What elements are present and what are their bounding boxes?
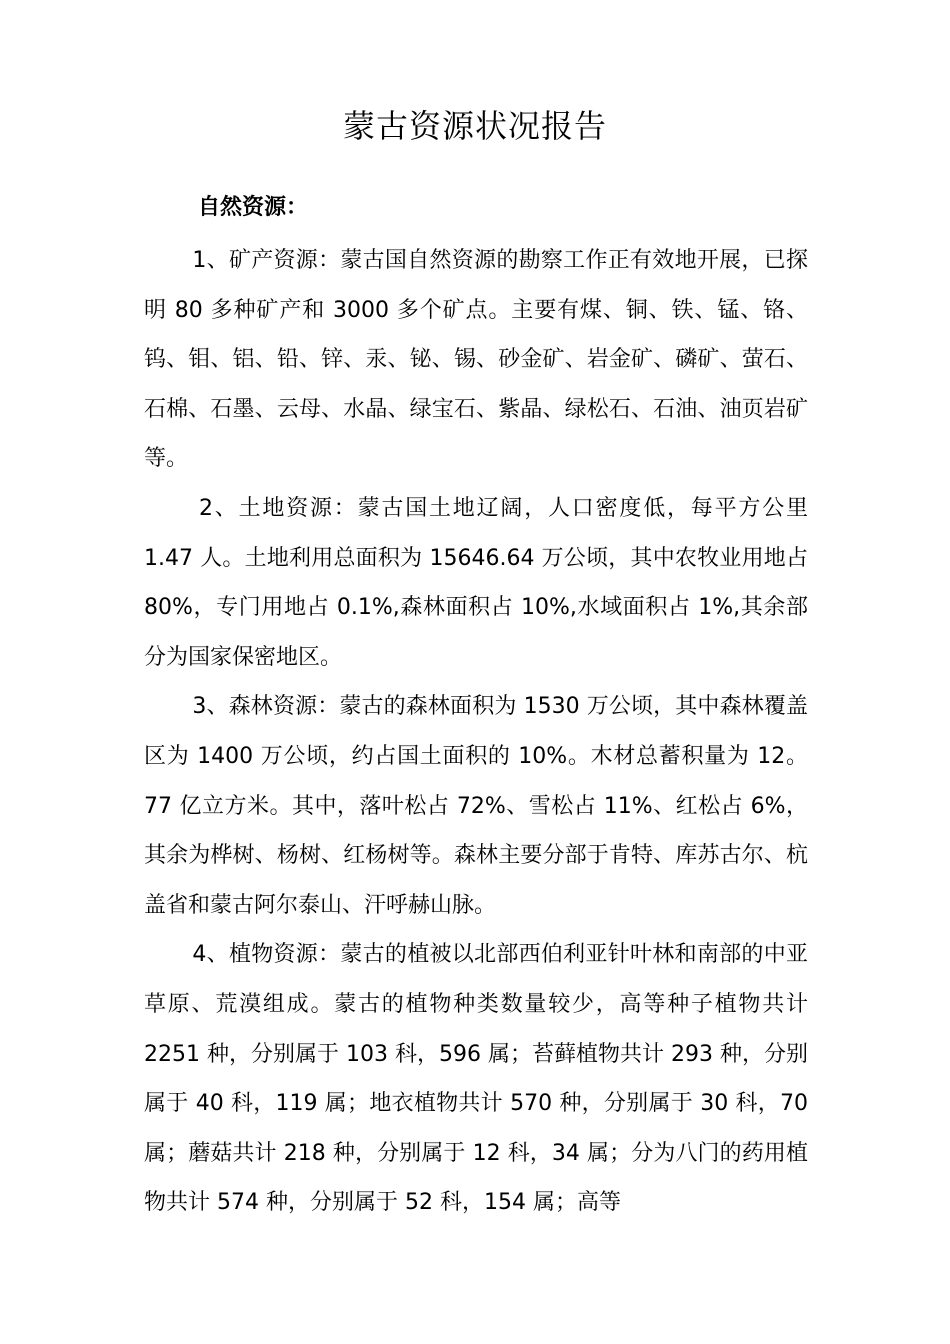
paragraph-mineral-resources: 1、矿产资源：蒙古国自然资源的勘察工作正有效地开展，已探明 80 多种矿产和 3000 多个矿点。主要有煤、铜、铁、锰、铬、钨、钼、铝、铅、锌、汞、铋、锡、砂金矿、岩金矿、磷矿、萤石、石棉、石墨、云母、水晶、绿宝石、紫晶、绿松石、石油、油页岩矿等。 (144, 248, 808, 472)
paragraph-forest-resources: 3、森林资源：蒙古的森林面积为 1530 万公顷，其中森林覆盖区为 1400 万公顷，约占国土面积的 10%。木材总蓄积量为 12。77 亿立方米。其中，落叶松占 72%、雪松占 11%、红松占 6%，其余为桦树、杨树、红杨树等。森林主要分部于肯特、库苏古尔、杭盖省和蒙古阿尔泰山、汗呼赫山脉。 (144, 694, 808, 918)
section-heading: 自然资源： (198, 195, 309, 220)
paragraph-land-resources: 2、土地资源：蒙古国土地辽阔，人口密度低，每平方公里 1.47 人。土地利用总面积为 15646.64 万公顷，其中农牧业用地占 80%，专门用地占 0.1%,森林面积占 10%,水域面积占 1%,其余部分为国家保密地区。 (144, 495, 808, 670)
document-title: 蒙古资源状况报告 (342, 107, 607, 145)
document-body (144, 236, 808, 1228)
paragraph-plant-resources: 4、植物资源：蒙古的植被以北部西伯利亚针叶林和南部的中亚草原、荒漠组成。蒙古的植物种类数量较少，高等种子植物共计 2251 种，分别属于 103 科，596 属；苔藓植物共计 293 种，分别属于 40 科，119 属；地衣植物共计 570 种，分别属于 30 科，70 属；蘑菇共计 218 种，分别属于 12 科，34 属；分为八门的药用植物共计 574 种，分别属于 52 科，154 属；高等 (144, 942, 808, 1216)
